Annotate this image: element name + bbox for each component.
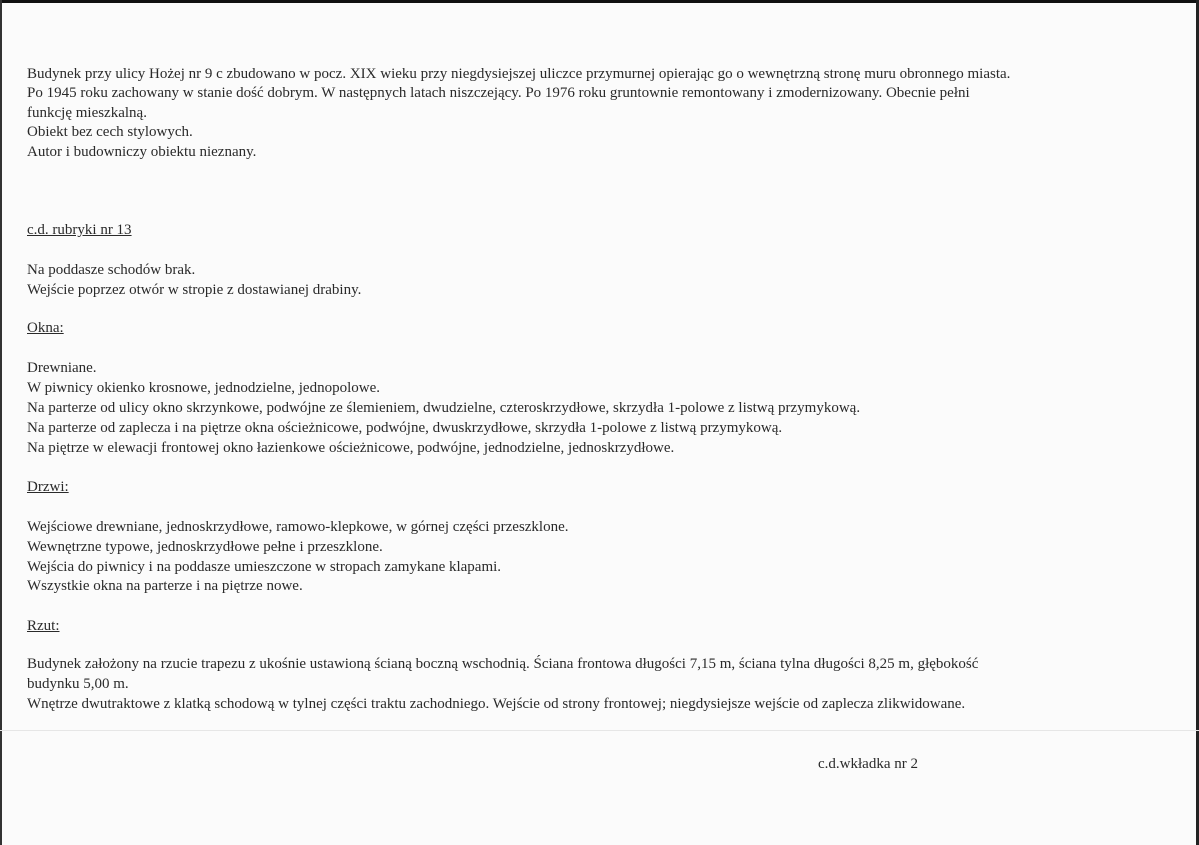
windows-line: Na parterze od zaplecza i na piętrze okna ościeżnicowe, podwójne, dwuskrzydłowe, skrzydła 1-polowe z listwą przymykową.	[27, 420, 783, 436]
footer-note: c.d.wkładka nr 2	[818, 756, 918, 772]
intro-line: Autor i budowniczy obiektu nieznany.	[27, 144, 257, 160]
plan-heading: Rzut:	[27, 618, 60, 634]
plan-line: Wnętrze dwutraktowe z klatką schodową w tylnej części traktu zachodniego. Wejście od strony frontowej; niegdysiejsze wejście od zaplecza zlikwidowane.	[27, 696, 966, 712]
windows-line: Drewniane.	[27, 360, 97, 376]
doors-line: Wejściowe drewniane, jednoskrzydłowe, ramowo-klepkowe, w górnej części przeszklone.	[27, 519, 569, 535]
plan-line: budynku 5,00 m.	[27, 676, 129, 692]
doors-line: Wejścia do piwnicy i na poddasze umieszczone w stropach zamykane klapami.	[27, 559, 502, 575]
intro-line: Budynek przy ulicy Hożej nr 9 c zbudowano w pocz. XIX wieku przy niegdysiejszej uliczce przymurnej opierając go o wewnętrzną stronę muru obronnego miasta.	[27, 66, 1011, 82]
windows-heading: Okna:	[27, 320, 64, 336]
stairs-line: Na poddasze schodów brak.	[27, 262, 196, 278]
stairs-line: Wejście poprzez otwór w stropie z dostawianej drabiny.	[27, 282, 362, 298]
scan-edge-left	[0, 0, 2, 845]
intro-line: Po 1945 roku zachowany w stanie dość dobrym. W następnych latach niszczejący. Po 1976 roku gruntownie remontowany i zmodernizowany. Obecnie pełni	[27, 85, 970, 101]
intro-line: Obiekt bez cech stylowych.	[27, 124, 193, 140]
doors-line: Wewnętrzne typowe, jednoskrzydłowe pełne i przeszklone.	[27, 539, 383, 555]
plan-line: Budynek założony na rzucie trapezu z ukośnie ustawioną ścianą boczną wschodnią. Ściana frontowa długości 7,15 m, ściana tylna długości 8,25 m, głębokość	[27, 656, 979, 672]
doors-heading: Drzwi:	[27, 479, 69, 495]
windows-line: Na piętrze w elewacji frontowej okno łazienkowe ościeżnicowe, podwójne, jednodzielne, jednoskrzydłowe.	[27, 440, 675, 456]
faint-divider	[0, 730, 1199, 731]
scan-edge-top	[0, 0, 1199, 3]
intro-line: funkcję mieszkalną.	[27, 105, 147, 121]
continuation-heading: c.d. rubryki nr 13	[27, 222, 132, 238]
windows-line: W piwnicy okienko krosnowe, jednodzielne, jednopolowe.	[27, 380, 380, 396]
windows-line: Na parterze od ulicy okno skrzynkowe, podwójne ze ślemieniem, dwudzielne, czteroskrzydłowe, skrzydła 1-polowe z listwą przymykową.	[27, 400, 861, 416]
doors-line: Wszystkie okna na parterze i na piętrze nowe.	[27, 578, 303, 594]
